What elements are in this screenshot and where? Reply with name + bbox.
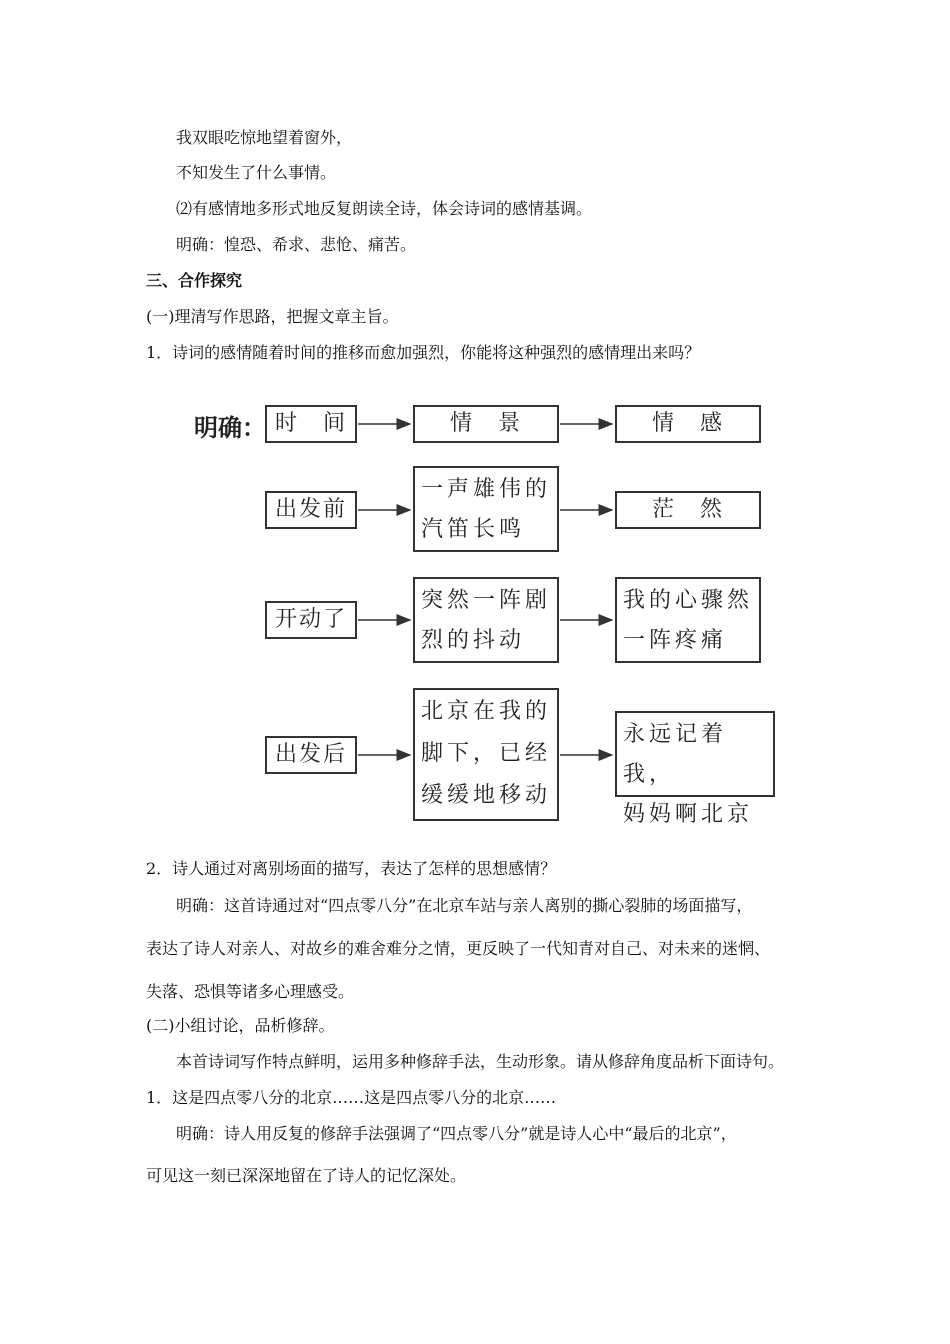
- scene-line: 北京在我的: [421, 699, 552, 724]
- poem-line-2: 不知发生了什么事情。: [176, 163, 337, 182]
- time-started-moving: 开动了: [265, 601, 357, 639]
- answer-2-line-2: 表达了诗人对亲人、对故乡的难舍难分之情，更反映了一代知青对自己、对未来的迷惘、: [146, 939, 771, 958]
- scene-line: 突然一阵剧: [421, 588, 552, 613]
- rhetoric-answer-line-2: 可见这一刻已深深地留在了诗人的记忆深处。: [146, 1166, 467, 1185]
- emotion-line: 永远记着我，: [623, 722, 728, 787]
- rhetoric-answer-line-1: 明确：诗人用反复的修辞手法强调了“四点零八分”就是诗人心中“最后的北京”，: [176, 1124, 737, 1143]
- poem-line-1: 我双眼吃惊地望着窗外，: [176, 128, 353, 147]
- subsection-2-intro: 本首诗词写作特点鲜明，运用多种修辞手法，生动形象。请从修辞角度品析下面诗句。: [176, 1052, 785, 1071]
- emotion-before-departure: 茫 然: [615, 491, 761, 529]
- question-2: 2．诗人通过对离别场面的描写，表达了怎样的思想感情？: [146, 859, 557, 878]
- rhetoric-item-1: 1．这是四点零八分的北京……这是四点零八分的北京……: [146, 1088, 557, 1107]
- header-time: 时 间: [265, 405, 357, 443]
- header-scene: 情 景: [413, 405, 559, 443]
- time-after-departure: 出发后: [265, 736, 357, 774]
- subsection-1-title: (一)理清写作思路，把握文章主旨。: [146, 307, 399, 326]
- answer-emotions: 明确：惶恐、希求、悲怆、痛苦。: [176, 235, 417, 254]
- question-1: 1．诗词的感情随着时间的推移而愈加强烈，你能将这种强烈的感情理出来吗？: [146, 343, 701, 362]
- emotion-line: 妈妈啊北京: [623, 802, 754, 827]
- emotion-line: 我的心骤然: [623, 588, 754, 613]
- subsection-2-title: (二)小组讨论，品析修辞。: [146, 1016, 335, 1035]
- section-heading: 三、合作探究: [146, 271, 243, 290]
- scene-line: 一声雄伟的: [421, 477, 552, 502]
- header-emotion: 情 感: [615, 405, 761, 443]
- reading-instruction: ⑵有感情地多形式地反复朗读全诗，体会诗词的感情基调。: [176, 199, 593, 218]
- answer-2-line-1: 明确：这首诗通过对“四点零八分”在北京车站与亲人离别的撕心裂肺的场面描写，: [176, 896, 753, 915]
- scene-line: 缓缓地移动: [421, 783, 552, 808]
- scene-line: 汽笛长鸣: [421, 517, 526, 542]
- emotion-line: 一阵疼痛: [623, 628, 728, 653]
- answer-2-line-3: 失落、恐惧等诸多心理感受。: [146, 982, 355, 1001]
- scene-line: 脚下，已经: [421, 741, 552, 766]
- diagram-label: 明确：: [194, 414, 266, 442]
- time-before-departure: 出发前: [265, 491, 357, 529]
- scene-line: 烈的抖动: [421, 628, 526, 653]
